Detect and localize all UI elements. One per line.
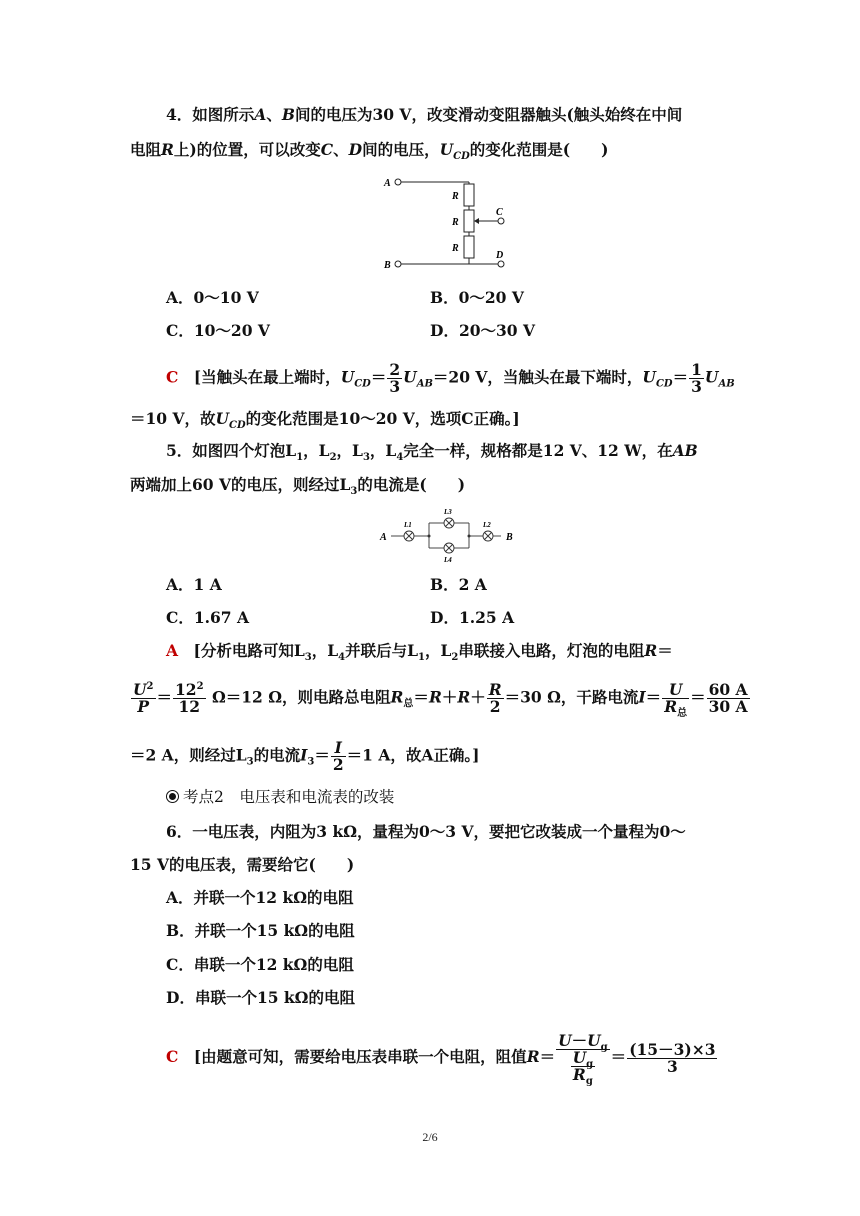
q5-line1: 5．如图四个灯泡$L_1$，$L_2$，$L_3$，$L_4$完全一样，规格都是12 V、12 W，在AB bbox=[166, 441, 698, 464]
q5-solution-line2: $\frac{U^2}{P}$ ＝ $\frac{12^2}{12}$ Ω＝12 Ω，则电路总电阻$R_总=R+R+$ $\frac{R}{2}$ ＝30 Ω，干路电流I＝ $\frac{U}{R_总}$ ＝ $\frac{60 A}{30 A}$ bbox=[133, 680, 748, 720]
q5-option-a: A．1 A bbox=[166, 575, 222, 594]
q5-option-c: C．1.67 A bbox=[166, 608, 250, 627]
q4-option-a: A．0～10 V bbox=[166, 288, 259, 307]
q4-solution-line1: C [当触头在最上端时，$U_{CD}=$ $\frac{2}{3}$ $U_{AB}=20$ V，当触头在最下端时，$U_{CD}=$ $\frac{1}{3}$ $U_{AB}$ bbox=[166, 360, 735, 396]
q6-line1: 6．一电压表，内阻为3 kΩ，量程为0～3 V，要把它改装成一个量程为0～ bbox=[166, 822, 686, 841]
q5-option-b: B．2 A bbox=[430, 575, 487, 594]
q5-solution-line1: A [分析电路可知$L_3$，$L_4$并联后与$L_1$，$L_2$串联接入电路，灯泡的电阻R＝ bbox=[166, 641, 673, 664]
q6-option-a: A．并联一个12 kΩ的电阻 bbox=[166, 888, 354, 907]
q5-label-b: B bbox=[506, 532, 513, 543]
q5-label-a: A bbox=[380, 532, 387, 543]
q4-label-d: D bbox=[496, 250, 504, 261]
q6-solution-line1: C [由题意可知，需要给电压表串联一个电阻，阻值R＝ $\frac{U-U_g}{\frac{U_g}{R_g}}$ ＝ $\frac{(15-3)\times 3}{3}$ bbox=[166, 1031, 716, 1088]
q4-label-c: C bbox=[496, 207, 503, 218]
bullet-target-icon bbox=[166, 790, 179, 803]
q4-circuit-figure bbox=[380, 170, 520, 270]
q4-label-r2: R bbox=[452, 217, 459, 228]
q5-solution-line3: ＝2 A，则经过$L_3$的电流$I_3=$ $\frac{I}{2}$ ＝1 A，故A正确。] bbox=[130, 738, 480, 774]
q4-line1: 4．如图所示A、B间的电压为30 V，改变滑动变阻器触头(触头始终在中间 bbox=[166, 105, 683, 124]
section-title: 考点2 电压表和电流表的改装 bbox=[183, 788, 395, 806]
q4-option-d: D．20～30 V bbox=[430, 321, 536, 340]
q5-label-l2: L2 bbox=[483, 521, 491, 529]
q5-label-l4: L4 bbox=[444, 556, 452, 564]
q6-answer: C bbox=[166, 1047, 179, 1066]
page-number: 2/6 bbox=[422, 1130, 438, 1144]
q4-solution-line2: ＝10 V，故$U_{CD}$的变化范围是10～20 V，选项C正确。] bbox=[130, 409, 520, 432]
q5-option-d: D．1.25 A bbox=[430, 608, 515, 627]
q5-label-l3: L3 bbox=[444, 508, 452, 516]
q5-line2: 两端加上60 V的电压，则经过$L_3$的电流是( ) bbox=[130, 475, 466, 498]
q4-option-b: B．0～20 V bbox=[430, 288, 524, 307]
q4-label-b: B bbox=[384, 260, 391, 270]
q5-answer: A bbox=[166, 641, 179, 660]
q4-label-a: A bbox=[384, 178, 391, 189]
q5-label-l1: L1 bbox=[404, 521, 412, 529]
q4-label-r3: R bbox=[452, 243, 459, 254]
q5-circuit-figure bbox=[375, 503, 525, 565]
q6-option-b: B．并联一个15 kΩ的电阻 bbox=[166, 921, 355, 940]
q4-option-c: C．10～20 V bbox=[166, 321, 270, 340]
q4-label-r1: R bbox=[452, 191, 459, 202]
q4-line2: 电阻R上)的位置，可以改变C、D间的电压，$U_{CD}$的变化范围是( ) bbox=[130, 140, 609, 163]
q6-line2: 15 V的电压表，需要给它( ) bbox=[130, 855, 355, 874]
q4-answer: C bbox=[166, 367, 179, 387]
q6-option-d: D．串联一个15 kΩ的电阻 bbox=[166, 988, 355, 1007]
section-heading bbox=[166, 786, 394, 808]
q6-option-c: C．串联一个12 kΩ的电阻 bbox=[166, 955, 354, 974]
